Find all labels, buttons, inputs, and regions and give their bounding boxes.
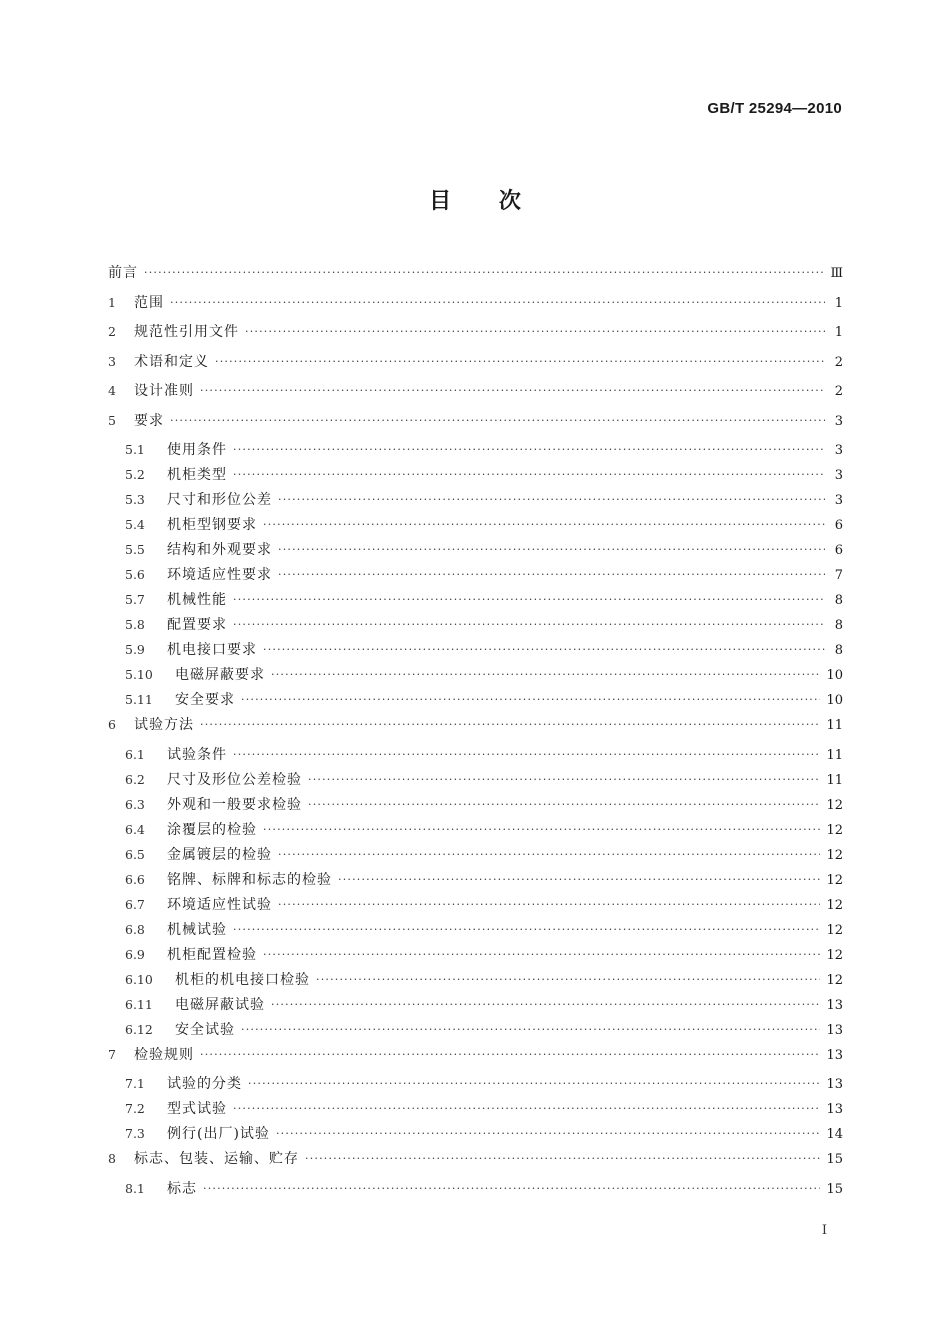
toc-leader-dots (278, 493, 825, 506)
toc-entry-number: 3 (108, 353, 116, 369)
toc-entry-title: 尺寸及形位公差检验 (167, 771, 302, 788)
toc-entry[interactable] (108, 689, 843, 714)
toc-entry-number: 7.2 (125, 1101, 145, 1116)
toc-entry-title: 试验方法 (134, 717, 194, 733)
toc-leader-dots (278, 848, 820, 861)
toc-entry-page: 7 (834, 568, 843, 583)
toc-entry-page: 12 (826, 897, 843, 913)
toc-entry[interactable] (108, 1123, 843, 1148)
toc-entry-title: 安全试验 (175, 1021, 235, 1038)
toc-entry[interactable] (108, 321, 843, 351)
toc-leader-dots (278, 543, 825, 556)
toc-entry-title: 设计准则 (134, 383, 194, 399)
toc-entry-page: 11 (826, 747, 843, 763)
toc-leader-dots (233, 1102, 820, 1115)
toc-entry-number: 6.9 (125, 946, 145, 962)
toc-entry-title: 金属镀层的检验 (167, 846, 272, 863)
toc-entry-number: 5.3 (125, 492, 145, 507)
toc-entry-page: 1 (834, 295, 843, 311)
toc-entry[interactable] (108, 439, 843, 464)
toc-entry-page: 13 (826, 1022, 843, 1038)
toc-entry-title: 标志 (167, 1180, 197, 1197)
toc-entry[interactable] (108, 351, 843, 381)
toc-entry-number: 5.10 (125, 667, 153, 682)
toc-entry-title: 试验条件 (167, 746, 227, 763)
toc-leader-dots (271, 998, 820, 1011)
toc-entry[interactable] (108, 514, 843, 539)
toc-entry-number: 5.1 (125, 442, 145, 457)
toc-entry-number: 7.3 (125, 1126, 145, 1141)
toc-entry-title: 试验的分类 (167, 1076, 242, 1092)
toc-leader-dots (263, 948, 820, 961)
toc-entry-number: 6.1 (125, 746, 145, 762)
toc-entry-title: 使用条件 (167, 442, 227, 458)
toc-entry[interactable] (108, 539, 843, 564)
toc-entry-page: 12 (826, 922, 843, 938)
toc-entry-page: 3 (834, 493, 843, 508)
toc-leader-dots (278, 898, 820, 911)
toc-entry-title: 术语和定义 (134, 353, 209, 370)
toc-entry-page: 15 (826, 1181, 843, 1197)
toc-entry-title: 机柜配置检验 (167, 946, 257, 963)
toc-entry-number: 5.7 (125, 592, 145, 607)
toc-entry-title: 机械性能 (167, 592, 227, 608)
toc-entry-title: 电磁屏蔽要求 (175, 667, 265, 683)
toc-leader-dots (233, 923, 820, 936)
toc-entry-title: 规范性引用文件 (134, 324, 239, 340)
toc-entry-page: 13 (826, 1102, 843, 1117)
toc-entry-number: 7 (108, 1046, 116, 1062)
toc-entry-page: 2 (834, 354, 843, 370)
toc-entry[interactable] (108, 744, 843, 769)
toc-entry-number: 5.9 (125, 642, 145, 657)
toc-entry-page: 11 (826, 718, 843, 733)
page-number: I (821, 1223, 827, 1238)
toc-entry-page: 8 (834, 593, 843, 608)
toc-entry[interactable] (108, 664, 843, 689)
toc-entry-number: 2 (108, 324, 116, 339)
toc-leader-dots (271, 668, 820, 681)
toc-leader-dots (233, 468, 825, 481)
toc-entry-title: 检验规则 (134, 1046, 194, 1063)
toc-entry-title: 结构和外观要求 (167, 542, 272, 558)
toc-leader-dots (241, 1023, 820, 1036)
toc-entry-title: 铭牌、标牌和标志的检验 (167, 871, 332, 888)
toc-entry-number: 6.5 (125, 846, 145, 862)
toc-entry[interactable] (108, 969, 843, 994)
toc-entry-title: 外观和一般要求检验 (167, 796, 302, 813)
toc-entry-page: 13 (826, 1077, 843, 1092)
toc-entry-title: 尺寸和形位公差 (167, 492, 272, 508)
toc-leader-dots (200, 384, 825, 397)
toc-entry-title: 要求 (134, 412, 164, 429)
toc-entry-page: 12 (826, 872, 843, 888)
toc-entry[interactable] (108, 1148, 843, 1178)
toc-entry-title: 环境适应性试验 (167, 896, 272, 913)
toc-leader-dots (305, 1152, 820, 1165)
toc-entry-page: 12 (826, 797, 843, 813)
toc-entry-page: 12 (826, 847, 843, 863)
toc-entry[interactable] (108, 639, 843, 664)
toc-entry[interactable] (108, 1044, 843, 1074)
toc-leader-dots (263, 518, 825, 531)
toc-entry[interactable] (108, 844, 843, 869)
toc-entry[interactable] (108, 1073, 843, 1098)
toc-entry-page: 8 (834, 643, 843, 658)
toc-entry[interactable] (108, 869, 843, 894)
toc-leader-dots (241, 693, 820, 706)
toc-entry[interactable] (108, 464, 843, 489)
toc-entry[interactable] (108, 380, 843, 410)
toc-entry-title: 型式试验 (167, 1101, 227, 1117)
toc-entry-number: 6.12 (125, 1021, 153, 1037)
toc-entry-title: 机械试验 (167, 921, 227, 938)
toc-entry-number: 8 (108, 1151, 116, 1166)
toc-entry[interactable] (108, 1098, 843, 1123)
toc-entry[interactable] (108, 1019, 843, 1044)
toc-entry[interactable] (108, 794, 843, 819)
toc-entry-page: 13 (826, 1047, 843, 1063)
toc-entry-title: 前言 (108, 265, 138, 281)
toc-leader-dots (170, 296, 825, 309)
toc-entry-number: 7.1 (125, 1076, 145, 1091)
toc-entry-page: 3 (834, 443, 843, 458)
toc-entry-number: 5.8 (125, 617, 145, 632)
toc-entry-title: 配置要求 (167, 617, 227, 633)
toc-entry-number: 5.6 (125, 567, 145, 582)
toc-leader-dots (263, 823, 820, 836)
toc-leader-dots (308, 798, 820, 811)
toc-leader-dots (276, 1127, 821, 1140)
page-title: 目 次 (429, 189, 521, 214)
toc-entry[interactable] (108, 944, 843, 969)
toc-entry-page: 13 (826, 997, 843, 1013)
toc-entry[interactable] (108, 819, 843, 844)
toc-entry-number: 5.2 (125, 467, 145, 482)
toc-leader-dots (200, 718, 820, 731)
toc-entry[interactable] (108, 564, 843, 589)
toc-entry-title: 涂覆层的检验 (167, 821, 257, 838)
toc-leader-dots (245, 325, 825, 338)
toc-entry-page: 12 (826, 822, 843, 838)
toc-entry[interactable] (108, 292, 843, 322)
toc-leader-dots (215, 355, 825, 368)
toc-entry-page: 14 (826, 1127, 843, 1142)
toc-entry-number: 6.2 (125, 771, 145, 787)
toc-entry-title: 机柜型钢要求 (167, 517, 257, 533)
table-of-contents (108, 262, 843, 1203)
toc-entry-title: 机柜类型 (167, 467, 227, 483)
toc-entry-title: 标志、包装、运输、贮存 (134, 1151, 299, 1167)
toc-entry-page: 15 (826, 1152, 843, 1167)
toc-entry-page: 11 (826, 772, 843, 788)
toc-entry-page: 1 (834, 325, 843, 340)
toc-entry-number: 5.4 (125, 517, 145, 532)
toc-entry-title: 机电接口要求 (167, 642, 257, 658)
toc-entry[interactable] (108, 769, 843, 794)
toc-leader-dots (233, 748, 820, 761)
toc-leader-dots (248, 1077, 820, 1090)
toc-leader-dots (308, 773, 820, 786)
toc-entry[interactable] (108, 489, 843, 514)
toc-leader-dots (233, 593, 825, 606)
toc-entry[interactable] (108, 410, 843, 440)
toc-entry-number: 8.1 (125, 1180, 145, 1196)
toc-entry-number: 5.11 (125, 692, 153, 707)
toc-entry-number: 6 (108, 717, 116, 732)
toc-entry-page: Ⅲ (830, 266, 843, 281)
toc-entry-number: 5 (108, 412, 116, 428)
toc-leader-dots (170, 414, 825, 427)
toc-entry[interactable] (108, 262, 843, 292)
toc-entry-title: 机柜的机电接口检验 (175, 971, 310, 988)
toc-entry-page: 12 (826, 947, 843, 963)
toc-entry-page: 10 (826, 668, 843, 683)
toc-entry-page: 6 (834, 543, 843, 558)
toc-entry-page: 3 (834, 468, 843, 483)
toc-entry-page: 2 (834, 384, 843, 399)
toc-entry-number: 6.10 (125, 971, 153, 987)
toc-entry[interactable] (108, 589, 843, 614)
toc-leader-dots (233, 618, 825, 631)
toc-entry-page: 8 (834, 618, 843, 633)
toc-entry[interactable] (108, 614, 843, 639)
toc-leader-dots (338, 873, 820, 886)
toc-entry-number: 6.6 (125, 871, 145, 887)
toc-entry[interactable] (108, 994, 843, 1019)
toc-leader-dots (200, 1048, 820, 1061)
standard-code: GB/T 25294—2010 (707, 100, 842, 117)
toc-entry-number: 1 (108, 294, 116, 310)
toc-entry-number: 6.11 (125, 996, 153, 1012)
toc-entry[interactable] (108, 919, 843, 944)
toc-entry-page: 6 (834, 518, 843, 533)
toc-entry-number: 5.5 (125, 542, 145, 557)
toc-entry-page: 12 (826, 972, 843, 988)
toc-leader-dots (316, 973, 820, 986)
toc-entry[interactable] (108, 894, 843, 919)
toc-entry-number: 6.7 (125, 896, 145, 912)
toc-entry-page: 3 (834, 413, 843, 429)
toc-entry-title: 环境适应性要求 (167, 567, 272, 583)
toc-entry-number: 6.3 (125, 796, 145, 812)
toc-entry-title: 例行(出厂)试验 (167, 1126, 270, 1142)
toc-entry-number: 4 (108, 383, 116, 398)
toc-entry-title: 电磁屏蔽试验 (175, 996, 265, 1013)
toc-entry[interactable] (108, 714, 843, 744)
toc-entry-title: 范围 (134, 294, 164, 311)
toc-leader-dots (233, 443, 825, 456)
toc-leader-dots (144, 266, 824, 279)
toc-entry-number: 6.4 (125, 821, 145, 837)
toc-entry-number: 6.8 (125, 921, 145, 937)
toc-leader-dots (203, 1182, 820, 1195)
toc-entry-page: 10 (826, 693, 843, 708)
toc-entry[interactable] (108, 1178, 843, 1203)
toc-leader-dots (278, 568, 825, 581)
toc-entry-title: 安全要求 (175, 692, 235, 708)
toc-leader-dots (263, 643, 825, 656)
